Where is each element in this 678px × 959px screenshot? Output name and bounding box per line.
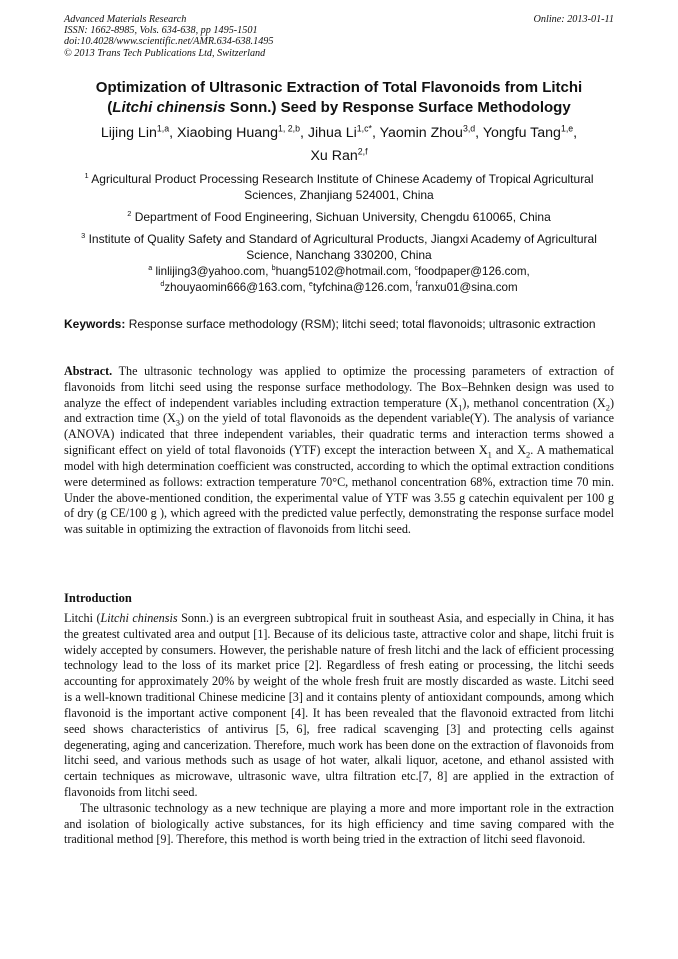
author: Yongfu Tang$^{1,e}$, <box>482 123 578 141</box>
author: Xu Ran$^{2,f}$ <box>310 146 368 164</box>
author-emails <box>64 264 614 295</box>
author: Jihua $Li^{1,c*}$, <box>307 123 380 141</box>
author: Yaomin Zhou$^{3,d}$, <box>379 123 483 141</box>
title-paren: ( <box>107 99 113 116</box>
affiliation-2: $^2$ Department of Food Engineering, Sichuan University, Chengdu 610065, China <box>127 209 551 224</box>
title-line-2 <box>64 98 614 118</box>
journal-issn: ISSN: 1662-8985, Vols. 634-638, pp 1495-1501 <box>64 25 258 37</box>
affiliation-1: $^1$ Agricultural Product Processing Research Institute of Chinese Academy of Tropical Agricultural Sciences, Zhanjiang 524001, China <box>84 171 594 202</box>
author-list <box>64 122 614 168</box>
introduction-body <box>64 611 614 848</box>
title-species: Litchi chinensis <box>112 99 226 116</box>
journal-doi: doi:10.4028/www.scientific.net/AMR.634-638.1495 <box>64 36 274 48</box>
abstract-label: Abstract. <box>64 364 113 378</box>
keywords <box>64 317 614 333</box>
title-line-1: Optimization of Ultrasonic Extraction of Total Flavonoids from Litchi <box>95 79 583 96</box>
journal-info <box>64 14 614 59</box>
keywords-text: Response surface methodology (RSM); litchi seed; total flavonoids; ultrasonic extraction <box>128 317 596 331</box>
email: $^c$foodpaper@126.com, <box>414 263 530 278</box>
paper-title <box>64 78 614 118</box>
paragraph: The ultrasonic technology as a new technique are playing a more and more important role in the extraction and isolation of biologically active substances, for its high efficiency and time saving compared with the traditional method [9]. Therefore, this method is worth being tried in the extraction of litchi seed flavonoid. <box>64 800 614 847</box>
author: Lijing Lin$^{1,a}$, <box>100 123 177 141</box>
email: $^e$tyfchina@126.com, <box>308 278 416 294</box>
author: Xiaobing Huang$^{1, 2,b}$, <box>177 123 308 141</box>
journal-copyright: © 2013 Trans Tech Publications Ltd, Switzerland <box>64 47 266 59</box>
title-rest: Sonn.) Seed by Response Surface Methodology <box>225 99 571 116</box>
paragraph: Litchi (Litchi chinensis Sonn.) is an evergreen subtropical fruit in southeast Asia, and especially in China, it has the greatest cultivated area and output [1]. Because of its delicious taste, attractive color and shape, litchi fruit is widely accepted by consumers. However, the perishable nature of fresh litchi and the lack of efficient processing technology lead to the loss of its market price [2]. Regardless of fresh eating or processing, the litchi seeds accounting for approximately 20% by weight of the whole fresh fruit are mostly discarded as waste. Litchi seed is a well-known traditional Chinese medicine [3] and it contains plenty of antioxidant compounds, among which flavonoid is the important active component [4]. It has been revealed that the flavonoid extracted from litchi seed shows characteristics of antivirus [5, 6], free radical scavenging [3] and protecting cells against degenerating, aging and cancerization. Therefore, much work has been done on the extraction of flavonoids from litchi seed, and various methods such as usage of hot water, alkali liquor, acetone, and ethanol assisted with certain techniques as microwave, ultrasonic wave, ultra filtration etc.[7, 8] are applied in the extraction of flavonoids from litchi seed. <box>64 611 614 799</box>
email: $^d$zhouyaomin666@163.com, <box>160 278 309 294</box>
email: $^b$huang5102@hotmail.com, <box>271 263 415 278</box>
abstract <box>64 364 614 538</box>
email: $^a$ linlijing3@yahoo.com, <box>148 263 272 278</box>
abstract-text: The ultrasonic technology was applied to optimize the processing parameters of extraction of flavonoids from litchi seed using the response surface methodology. The Box–Behnken design was used to analyze the effect of independent variables including extraction temperature $(X_1)$, methanol concentration $(X_2)$ and extraction time $(X_3)$ on the yield of total flavonoids as the dependent variable(Y). The analysis of variance (ANOVA) indicated that three independent variables, their quadratic terms and interaction terms showed a significant effect on yield of total flavonoids (YTF) except the interaction between $X_1$ and $X_2$. A mathematical model with high determination coefficient was constructed, according to which the optimal extraction conditions were determined as follows: extraction temperature 70°C, methanol concentration 68%, extraction time 70 min. Under the above-mentioned condition, the experimental value of YTF was 3.55 g catechin equivalent per 100 g of dry (g CE/100 g ), which agreed with the predicted value perfectly, demonstrating the response surface model was suitable in optimizing the extraction of flavonoids from litchi seed. <box>64 364 614 537</box>
email: $^f$ranxu01@sina.com <box>415 278 518 294</box>
section-heading-introduction: Introduction <box>64 591 132 605</box>
journal-name: Advanced Materials Research <box>64 14 187 25</box>
keywords-label: Keywords: <box>64 317 126 331</box>
affiliation-3: $^3$ Institute of Quality Safety and Standard of Agricultural Products, Jiangxi Academy of Agricultural Science, Nanchang 330200, China <box>81 231 597 262</box>
journal-header <box>64 14 614 59</box>
online-date: Online: 2013-01-11 <box>533 14 614 25</box>
